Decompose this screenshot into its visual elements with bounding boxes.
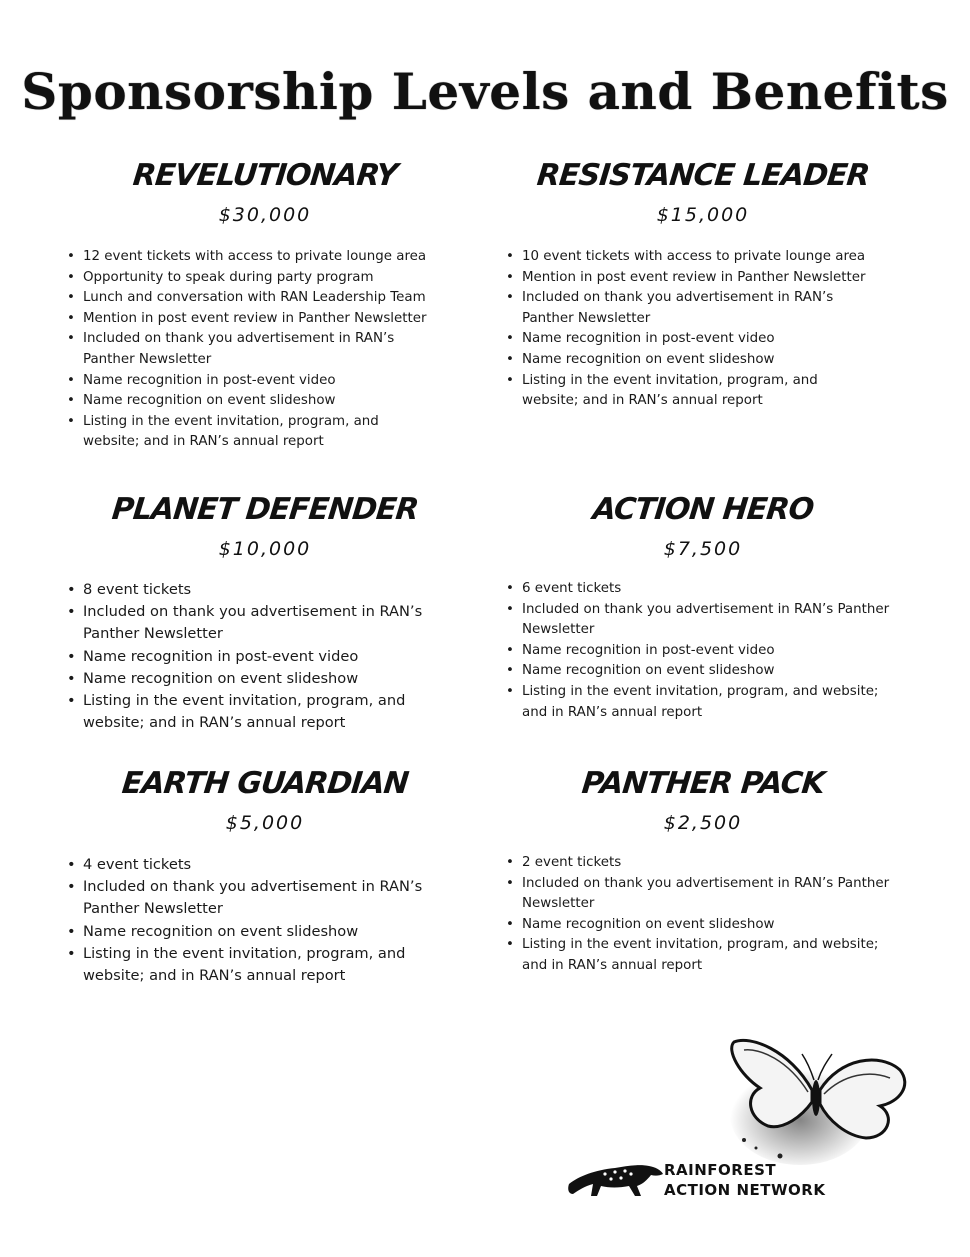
butterfly-illustration (720, 1030, 920, 1170)
tier-name: REVELUTIONARY (131, 158, 399, 193)
benefits-list-earth-guardian (67, 854, 467, 987)
page-title: Sponsorship Levels and Benefits (21, 62, 949, 121)
list-item: • Name recognition on event slideshow (506, 350, 876, 371)
list-item: • 4 event tickets (67, 854, 467, 876)
tier-earth-guardian (95, 766, 435, 846)
list-item: • Included on thank you advertisement in RAN’s Panther Newsletter (506, 600, 901, 641)
tier-action-hero (533, 492, 873, 572)
list-item: • Mention in post event review in Panther Newsletter (506, 268, 876, 289)
list-item: • 12 event tickets with access to private lounge area (67, 247, 437, 268)
tier-panther-pack (533, 766, 873, 846)
tier-price: $15,000 (656, 204, 750, 226)
logo-line-2: ACTION NETWORK (664, 1181, 826, 1199)
list-item: • 8 event tickets (67, 579, 467, 601)
tier-name: PLANET DEFENDER (110, 492, 420, 527)
tier-price: $5,000 (225, 812, 305, 834)
list-item: • Listing in the event invitation, program, and website; and in RAN’s annual report (67, 412, 437, 453)
list-item: • Included on thank you advertisement in RAN’s Panther Newsletter (67, 329, 437, 370)
list-item: • Name recognition in post-event video (67, 646, 467, 668)
list-item: • Name recognition on event slideshow (506, 915, 901, 936)
benefits-list-action-hero (506, 579, 901, 723)
tier-name: EARTH GUARDIAN (120, 766, 410, 801)
list-item: • Name recognition in post-event video (506, 641, 901, 662)
tier-price: $2,500 (663, 812, 743, 834)
benefits-list-resistance-leader (506, 247, 876, 412)
tier-price: $10,000 (218, 538, 312, 560)
list-item: • Name recognition on event slideshow (67, 668, 467, 690)
tier-name: RESISTANCE LEADER (535, 158, 871, 193)
list-item: • Name recognition on event slideshow (67, 391, 437, 412)
list-item: • Listing in the event invitation, program, and website; and in RAN’s annual report (67, 943, 467, 987)
benefits-list-revelutionary (67, 247, 437, 453)
list-item: • Name recognition on event slideshow (506, 661, 901, 682)
list-item: • Name recognition in post-event video (67, 371, 437, 392)
list-item: • Name recognition on event slideshow (67, 921, 467, 943)
logo-wordmark (664, 1160, 825, 1200)
tier-price: $30,000 (218, 204, 312, 226)
list-item: • Included on thank you advertisement in RAN’s Panther Newsletter (67, 876, 467, 920)
list-item: • 10 event tickets with access to private lounge area (506, 247, 876, 268)
list-item: • Listing in the event invitation, program, and website; and in RAN’s annual report (506, 682, 901, 723)
list-item: • Name recognition in post-event video (506, 329, 876, 350)
benefits-list-panther-pack (506, 853, 901, 977)
logo-line-1: RAINFOREST (664, 1161, 777, 1179)
panther-logo-icon (565, 1150, 665, 1200)
tier-planet-defender (95, 492, 435, 572)
tier-name: ACTION HERO (591, 492, 815, 527)
list-item: • 6 event tickets (506, 579, 901, 600)
tier-price: $7,500 (663, 538, 743, 560)
list-item: • Listing in the event invitation, program, and website; and in RAN’s annual report (506, 371, 876, 412)
list-item: • Listing in the event invitation, program, and website; and in RAN’s annual report (506, 935, 901, 976)
tier-name: PANTHER PACK (580, 766, 826, 801)
list-item: • Included on thank you advertisement in RAN’s Panther Newsletter (506, 874, 901, 915)
list-item: • Mention in post event review in Panther Newsletter (67, 309, 437, 330)
list-item: • Lunch and conversation with RAN Leadership Team (67, 288, 437, 309)
benefits-list-planet-defender (67, 579, 467, 734)
list-item: • 2 event tickets (506, 853, 901, 874)
list-item: • Included on thank you advertisement in RAN’s Panther Newsletter (506, 288, 876, 329)
list-item: • Listing in the event invitation, program, and website; and in RAN’s annual report (67, 690, 467, 734)
tier-resistance-leader (533, 158, 873, 238)
list-item: • Included on thank you advertisement in RAN’s Panther Newsletter (67, 601, 467, 645)
list-item: • Opportunity to speak during party program (67, 268, 437, 289)
